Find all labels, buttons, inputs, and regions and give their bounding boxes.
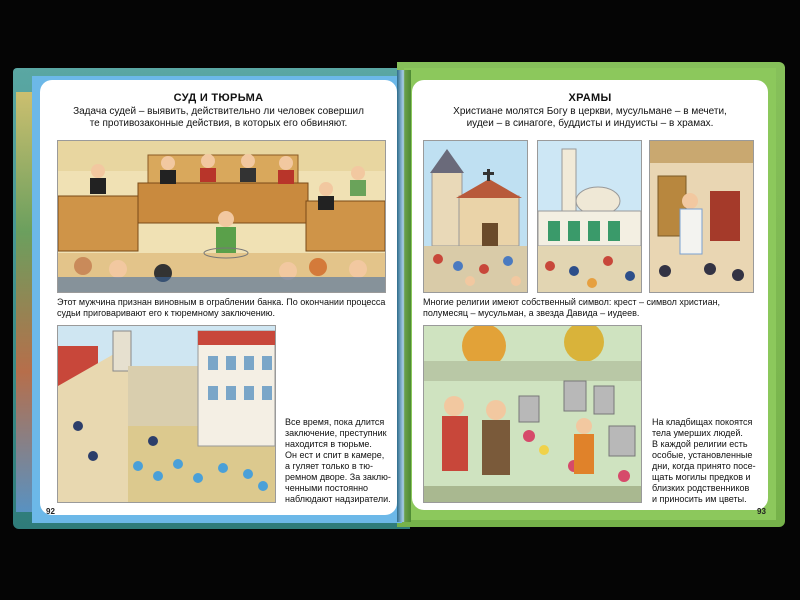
prison-caption-line: Он ест и спит в камере, [285,450,385,460]
prison-caption [285,417,395,505]
synagogue-illustration [649,140,754,293]
right-intro-line: иудеи – в синагоге, буддисты и индуисты – в храмах. [466,118,714,129]
book-gutter [397,70,411,522]
cemetery-caption-line: и приносить им цветы. [652,494,747,504]
cemetery-caption-line: На кладбищах покоятся [652,417,753,427]
mosque-illustration [537,140,642,293]
prison-caption-line: наблюдают надзиратели. [285,494,391,504]
cemetery-caption-line: дни, когда принято посе- [652,461,756,471]
prison-caption-line: ченными постоянно [285,483,369,493]
court-caption-line: Этот мужчина признан виновным в ограблении банка. По окончании процесса [57,297,386,307]
page-number-left: 92 [46,507,55,516]
courtroom-illustration [57,140,386,293]
symbols-caption-line: Многие религии имеют собственный символ: крест – символ христиан, [423,297,721,307]
cemetery-caption-line: близких родственников [652,483,750,493]
left-page-intro [40,106,397,130]
right-page-title: ХРАМЫ [568,92,612,104]
cemetery-caption-line: щать могилы предков и [652,472,751,482]
left-page-title: СУД И ТЮРЬМА [173,92,264,104]
prison-caption-line: ремном дворе. За заклю- [285,472,391,482]
prison-illustration [57,325,276,503]
court-caption [57,297,387,319]
cemetery-illustration [423,325,642,503]
cemetery-caption [652,417,764,505]
symbols-caption [423,297,763,319]
prison-caption-line: а гуляет только в тю- [285,461,374,471]
court-caption-line: судьи приговаривают его к тюремному заключению. [57,308,276,318]
page-number-right: 93 [757,507,766,516]
left-intro-line: Задача судей – выявить, действительно ли человек совершил [73,106,364,117]
prison-caption-line: Все время, пока длится [285,417,385,427]
right-page-intro [412,106,768,130]
cemetery-caption-line: тела умерших людей. [652,428,743,438]
church-illustration [423,140,528,293]
cemetery-caption-line: особые, установленные [652,450,753,460]
prison-caption-line: находится в тюрьме. [285,439,372,449]
symbols-caption-line: полумесяц – мусульман, а звезда Давида – иудеев. [423,308,640,318]
right-intro-line: Христиане молятся Богу в церкви, мусульмане – в мечети, [453,106,727,117]
cemetery-caption-line: В каждой религии есть [652,439,748,449]
left-intro-line: те противозаконные действия, в которых его обвиняют. [89,118,348,129]
prison-caption-line: заключение, преступник [285,428,387,438]
